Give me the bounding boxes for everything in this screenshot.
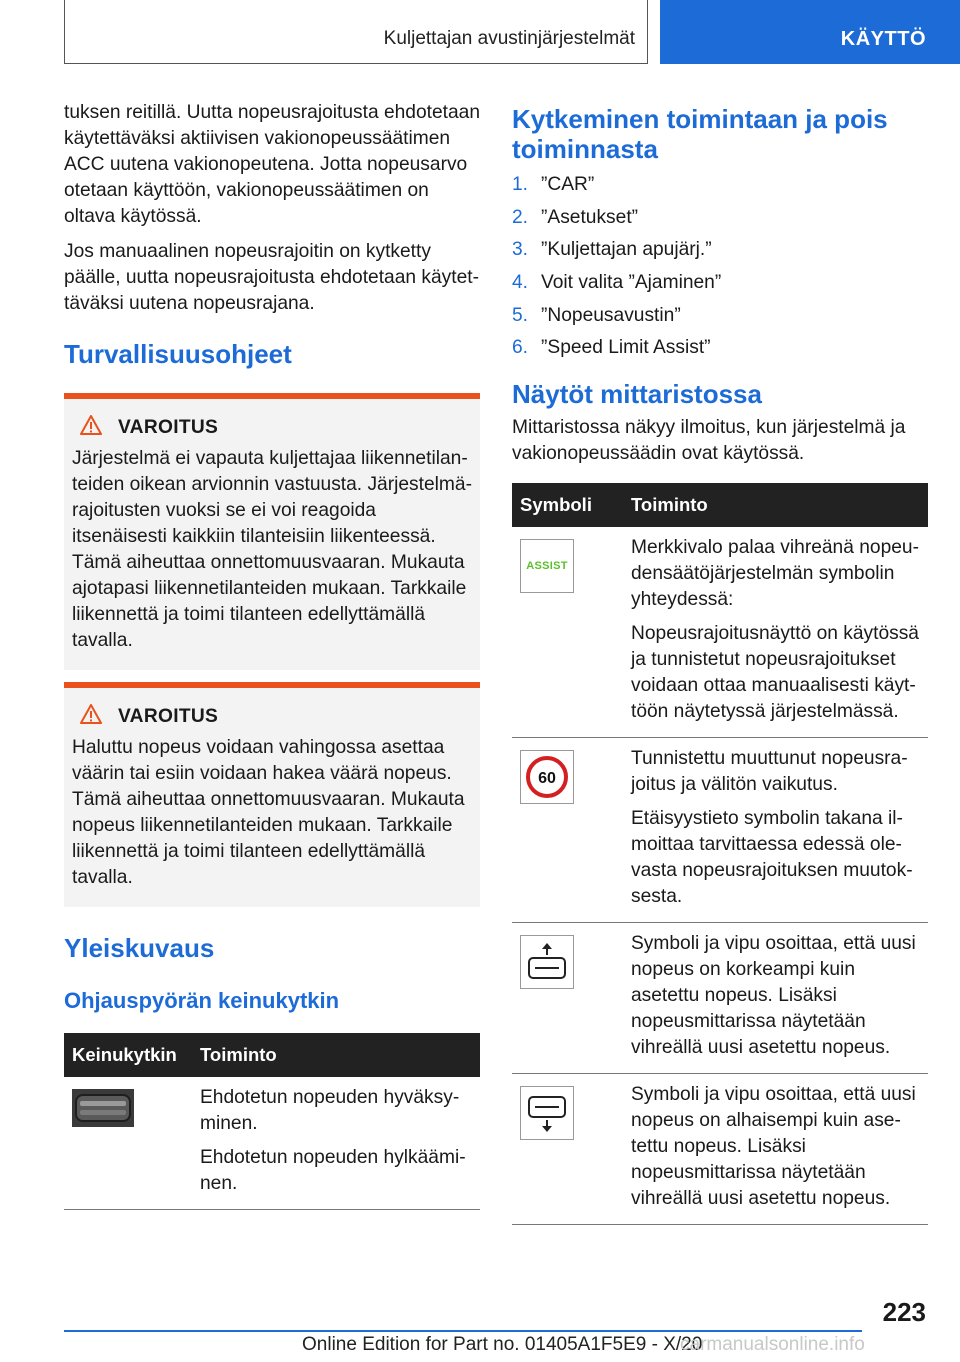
footer-divider xyxy=(64,1330,862,1332)
table-row xyxy=(64,1077,480,1210)
function-text: Tunnistettu muuttunut nopeusrajoitus ja välitön vaikutus. xyxy=(631,748,908,796)
column-header: Toiminto xyxy=(623,483,928,527)
safety-heading: Turvallisuusohjeet xyxy=(64,339,292,369)
symbol-table xyxy=(512,483,928,1225)
function-text: Ehdotetun nopeuden hyväksyminen. xyxy=(200,1087,460,1134)
column-header: Toiminto xyxy=(192,1033,480,1077)
list-item: 2. ”Asetukset” xyxy=(512,206,639,228)
display-intro: Mittaristossa näkyy ilmoitus, kun järjestelmä ja vakionopeussäädin ovat käytössä. xyxy=(512,417,906,465)
edition-text: Online Edition for Part no. 01405A1F5E9 - X/20 xyxy=(302,1334,703,1355)
step-list xyxy=(512,172,928,361)
intro-paragraph: tuksen reitillä. Uutta nopeusrajoitusta ehdotetaan käytettäväksi aktiivisen vakionopeussäätimen ACC uutena vakionopeutena. Jotta nopeusarvo otetaan käyttöön, vakionopeussäätimen on oltava käytössä. xyxy=(64,102,480,227)
lever-up-icon xyxy=(520,935,574,989)
right-column xyxy=(512,100,928,1225)
chapter-title: Kuljettajan avustinjärjestelmät xyxy=(383,28,635,49)
assist-icon: ASSIST xyxy=(520,539,574,593)
table-row xyxy=(512,527,928,738)
function-text: Ehdotetun nopeuden hylkääminen. xyxy=(200,1147,466,1194)
left-column xyxy=(64,100,480,1210)
function-text: Etäisyystieto symbolin takana ilmoittaa tarvittaessa edessä olevasta nopeusrajoituksen muutoksesta. xyxy=(631,808,913,908)
lever-down-icon xyxy=(520,1086,574,1140)
warning-text: Järjestelmä ei vapauta kuljettajaa liikennetilanteiden oikean arvionnin vastuusta. Järjestelmärajoitusten vuoksi se ei voi reagoida itsenäisesti kaikkiin tilanteisiin liikenteessä. Tämä aiheuttaa onnettomuusvaaran. Mukauta ajotapasi liikennetilanteiden mukaan. Tarkkaile liikennettä ja toimi tilanteen edellyttämällä tavalla. xyxy=(72,448,472,651)
overview-heading: Yleiskuvaus xyxy=(64,933,215,963)
warning-triangle-icon xyxy=(80,415,102,440)
function-text: Symboli ja vipu osoittaa, että uusi nopeus on korkeampi kuin asetettu nopeus. Lisäksi nopeusmittarissa näytetään vihreällä uusi asetettu nopeus. xyxy=(631,933,916,1059)
table-row xyxy=(512,1074,928,1225)
column-header: Keinukytkin xyxy=(64,1033,192,1077)
section-tab-label: KÄYTTÖ xyxy=(840,28,926,50)
list-item: 4. Voit valita ”Ajaminen” xyxy=(512,272,722,294)
list-item: 5. ”Nopeusavustin” xyxy=(512,304,681,326)
rocker-switch-icon xyxy=(72,1089,134,1127)
list-item: 1. ”CAR” xyxy=(512,174,595,195)
table-row xyxy=(512,923,928,1074)
display-heading: Näytöt mittaristossa xyxy=(512,379,762,410)
list-item: 6. ”Speed Limit Assist” xyxy=(512,337,711,359)
function-text: Symboli ja vipu osoittaa, että uusi nopeus on alhaisempi kuin asetettu nopeus. Lisäksi nopeusmittarissa näytetään vihreällä uusi asetettu nopeus. xyxy=(631,1084,916,1210)
svg-text:60: 60 xyxy=(538,770,556,788)
warning-triangle-icon xyxy=(80,704,102,729)
page-number: 223 xyxy=(882,1297,926,1327)
activation-heading: Kytkeminen toimintaan ja pois toiminnasta xyxy=(512,104,888,164)
rocker-table xyxy=(64,1033,480,1210)
section-tab xyxy=(660,0,960,64)
speed-limit-60-icon xyxy=(520,750,574,804)
warning-title: VAROITUS xyxy=(118,416,219,438)
chapter-header xyxy=(64,0,648,64)
function-text: Nopeusrajoitusnäyttö on käytössä ja tunnistetut nopeusrajoitukset voidaan ottaa manuaalisesti käyttöön näytetyssä järjestelmässä. xyxy=(631,623,919,723)
warning-box xyxy=(64,393,480,670)
function-text: Merkkivalo palaa vihreänä nopeudensäätöjärjestelmän symbolin yhteydessä: xyxy=(631,537,919,611)
warning-box xyxy=(64,682,480,907)
table-row xyxy=(512,738,928,923)
column-header: Symboli xyxy=(512,483,623,527)
intro-paragraph: Jos manuaalinen nopeusrajoitin on kytketty päälle, uutta nopeusrajoitusta ehdotetaan käytettäväksi uutena nopeusrajana. xyxy=(64,241,479,314)
warning-text: Haluttu nopeus voidaan vahingossa asettaa väärin tai esiin voidaan hakea väärä nopeus. Tämä aiheuttaa onnettomuusvaaran. Mukauta nopeus liikennetilanteiden mukaan. Tarkkaile liikennettä ja toimi tilanteen edellyttämällä tavalla. xyxy=(72,737,465,888)
rocker-heading: Ohjauspyörän keinukytkin xyxy=(64,988,340,1013)
watermark: carmanualsonline.info xyxy=(680,1334,865,1355)
warning-title: VAROITUS xyxy=(118,705,219,727)
list-item: 3. ”Kuljettajan apujärj.” xyxy=(512,239,712,261)
